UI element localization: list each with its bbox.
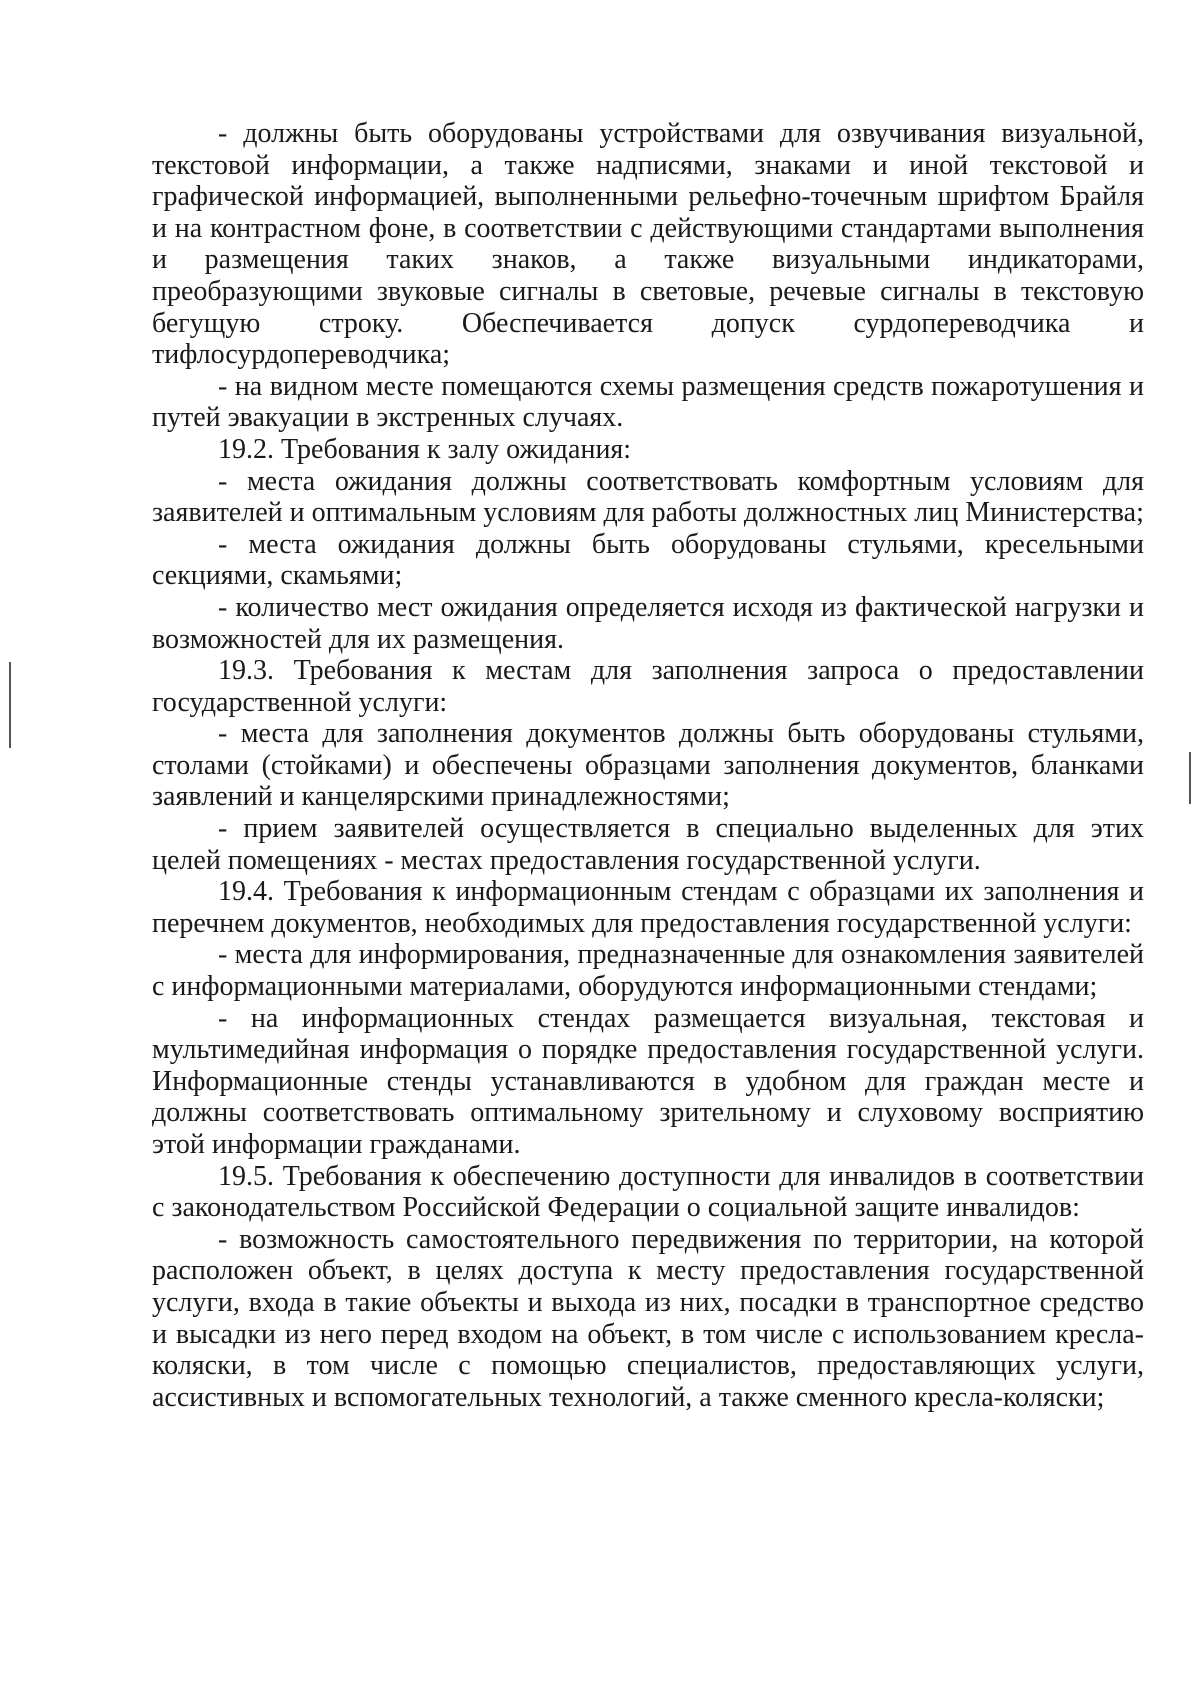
document-body: [152, 118, 1144, 1413]
paragraph-evacuation-schemes: - на видном месте помещаются схемы размещения средств пожаротушения и путей эвакуации в экстренных случаях.: [152, 370, 1144, 434]
paragraph-info-places: - места для информирования, предназначенные для ознакомления заявителей с информационными материалами, оборудуются информационными стендами;: [152, 939, 1144, 1003]
scan-edge-mark-left: [9, 662, 11, 748]
section-heading-19-2: 19.2. Требования к залу ожидания:: [218, 433, 632, 465]
paragraph-devices-equipment: - должны быть оборудованы устройствами для озвучивания визуальной, текстовой информации, а также надписями, знаками и иной текстовой и графической информацией, выполненными рельефно-точечным шрифтом Брайля и на контрастном фоне, в соответствии с действующими стандартами выполнения и размещения таких знаков, а также визуальными индикаторами, преобразующими звуковые сигналы в световые, речевые сигналы в текстовую бегущую строку. Обеспечивается допуск сурдопереводчика и тифлосурдопереводчика;: [152, 118, 1144, 371]
paragraph-info-stands: - на информационных стендах размещается визуальная, текстовая и мультимедийная информация о порядке предоставления государственной услуги. Информационные стенды устанавливаются в удобном для граждан месте и должны соответствовать оптимальному зрительному и слуховому восприятию этой информации гражданами.: [152, 1002, 1144, 1160]
paragraph-waiting-comfort: - места ожидания должны соответствовать комфортным условиям для заявителей и оптимальным условиям для работы должностных лиц Министерства;: [152, 465, 1144, 529]
paragraph-reception: - прием заявителей осуществляется в специально выделенных для этих целей помещениях - местах предоставления государственной услуги.: [152, 813, 1144, 876]
section-heading-19-3: 19.3. Требования к местам для заполнения запроса о предоставлении государственной услуги:: [152, 655, 1144, 718]
scan-edge-mark-right: [1189, 752, 1191, 804]
paragraph-accessibility-movement: - возможность самостоятельного передвижения по территории, на которой расположен объект, в целях доступа к месту предоставления государственной услуги, входа в такие объекты и выхода из них, посадки в транспортное средство и высадки из него перед входом на объект, в том числе с использованием кресла-коляски, в том числе с помощью специалистов, предоставляющих услуги, ассистивных и вспомогательных технологий, а также сменного кресла-коляски;: [152, 1223, 1144, 1413]
section-heading-19-4: 19.4. Требования к информационным стендам с образцами их заполнения и перечнем документов, необходимых для предоставления государственной услуги:: [152, 876, 1144, 939]
paragraph-waiting-seating: - места ожидания должны быть оборудованы стульями, кресельными секциями, скамьями;: [152, 528, 1144, 592]
paragraph-filling-places: - места для заполнения документов должны быть оборудованы стульями, столами (стойками) и обеспечены образцами заполнения документов, бланками заявлений и канцелярскими принадлежностями;: [152, 718, 1144, 813]
section-heading-19-5: 19.5. Требования к обеспечению доступности для инвалидов в соответствии с законодательством Российской Федерации о социальной защите инвалидов:: [152, 1160, 1144, 1224]
paragraph-waiting-count: - количество мест ожидания определяется исходя из фактической нагрузки и возможностей для их размещения.: [152, 591, 1144, 655]
